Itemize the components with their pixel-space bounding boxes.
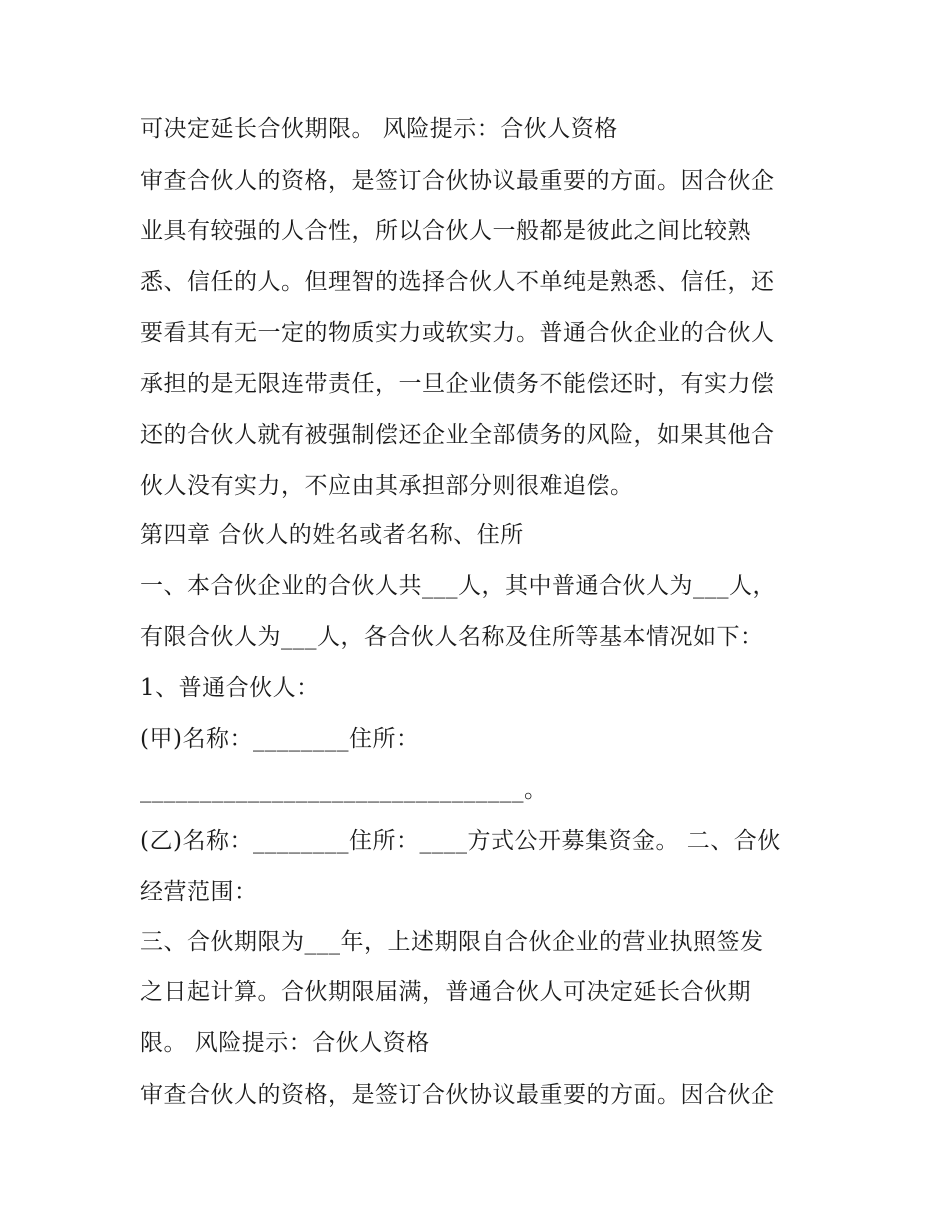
text-line: 1、普通合伙人： — [140, 675, 320, 701]
text-line: (甲)名称：________住所： — [140, 726, 420, 752]
text-line: 可决定延长合伙期限。 风险提示：合伙人资格 — [140, 116, 618, 142]
text-line: 还的合伙人就有被强制偿还企业全部债务的风险，如果其他合 — [140, 422, 775, 448]
text-line: 之日起计算。合伙期限届满，普通合伙人可决定延长合伙期 — [140, 979, 751, 1005]
text-line: 经营范围： — [140, 879, 258, 905]
text-line: 承担的是无限连带责任，一旦企业债务不能偿还时，有实力偿 — [140, 371, 775, 397]
text-line: 限。 风险提示：合伙人资格 — [140, 1030, 430, 1056]
text-line: ________________________________。 — [140, 777, 548, 803]
text-line: 审查合伙人的资格，是签订合伙协议最重要的方面。因合伙企 — [140, 168, 775, 194]
text-line: (乙)名称：________住所：____方式公开募集资金。 二、合伙 — [140, 828, 781, 854]
text-line: 伙人没有实力，不应由其承担部分则很难追偿。 — [140, 473, 634, 499]
text-line: 一、本合伙企业的合伙人共___人，其中普通合伙人为___人， — [140, 573, 776, 599]
text-line: 三、合伙期限为___年，上述期限自合伙企业的营业执照签发 — [140, 929, 764, 955]
text-line: 审查合伙人的资格，是签订合伙协议最重要的方面。因合伙企 — [140, 1082, 775, 1108]
chapter-heading: 第四章 合伙人的姓名或者名称、住所 — [140, 522, 524, 548]
text-line: 有限合伙人为___人，各合伙人名称及住所等基本情况如下： — [140, 624, 764, 650]
text-line: 悉、信任的人。但理智的选择合伙人不单纯是熟悉、信任，还 — [140, 269, 775, 295]
text-line: 要看其有无一定的物质实力或软实力。普通合伙企业的合伙人 — [140, 320, 775, 346]
text-line: 业具有较强的人合性，所以合伙人一般都是彼此之间比较熟 — [140, 218, 751, 244]
